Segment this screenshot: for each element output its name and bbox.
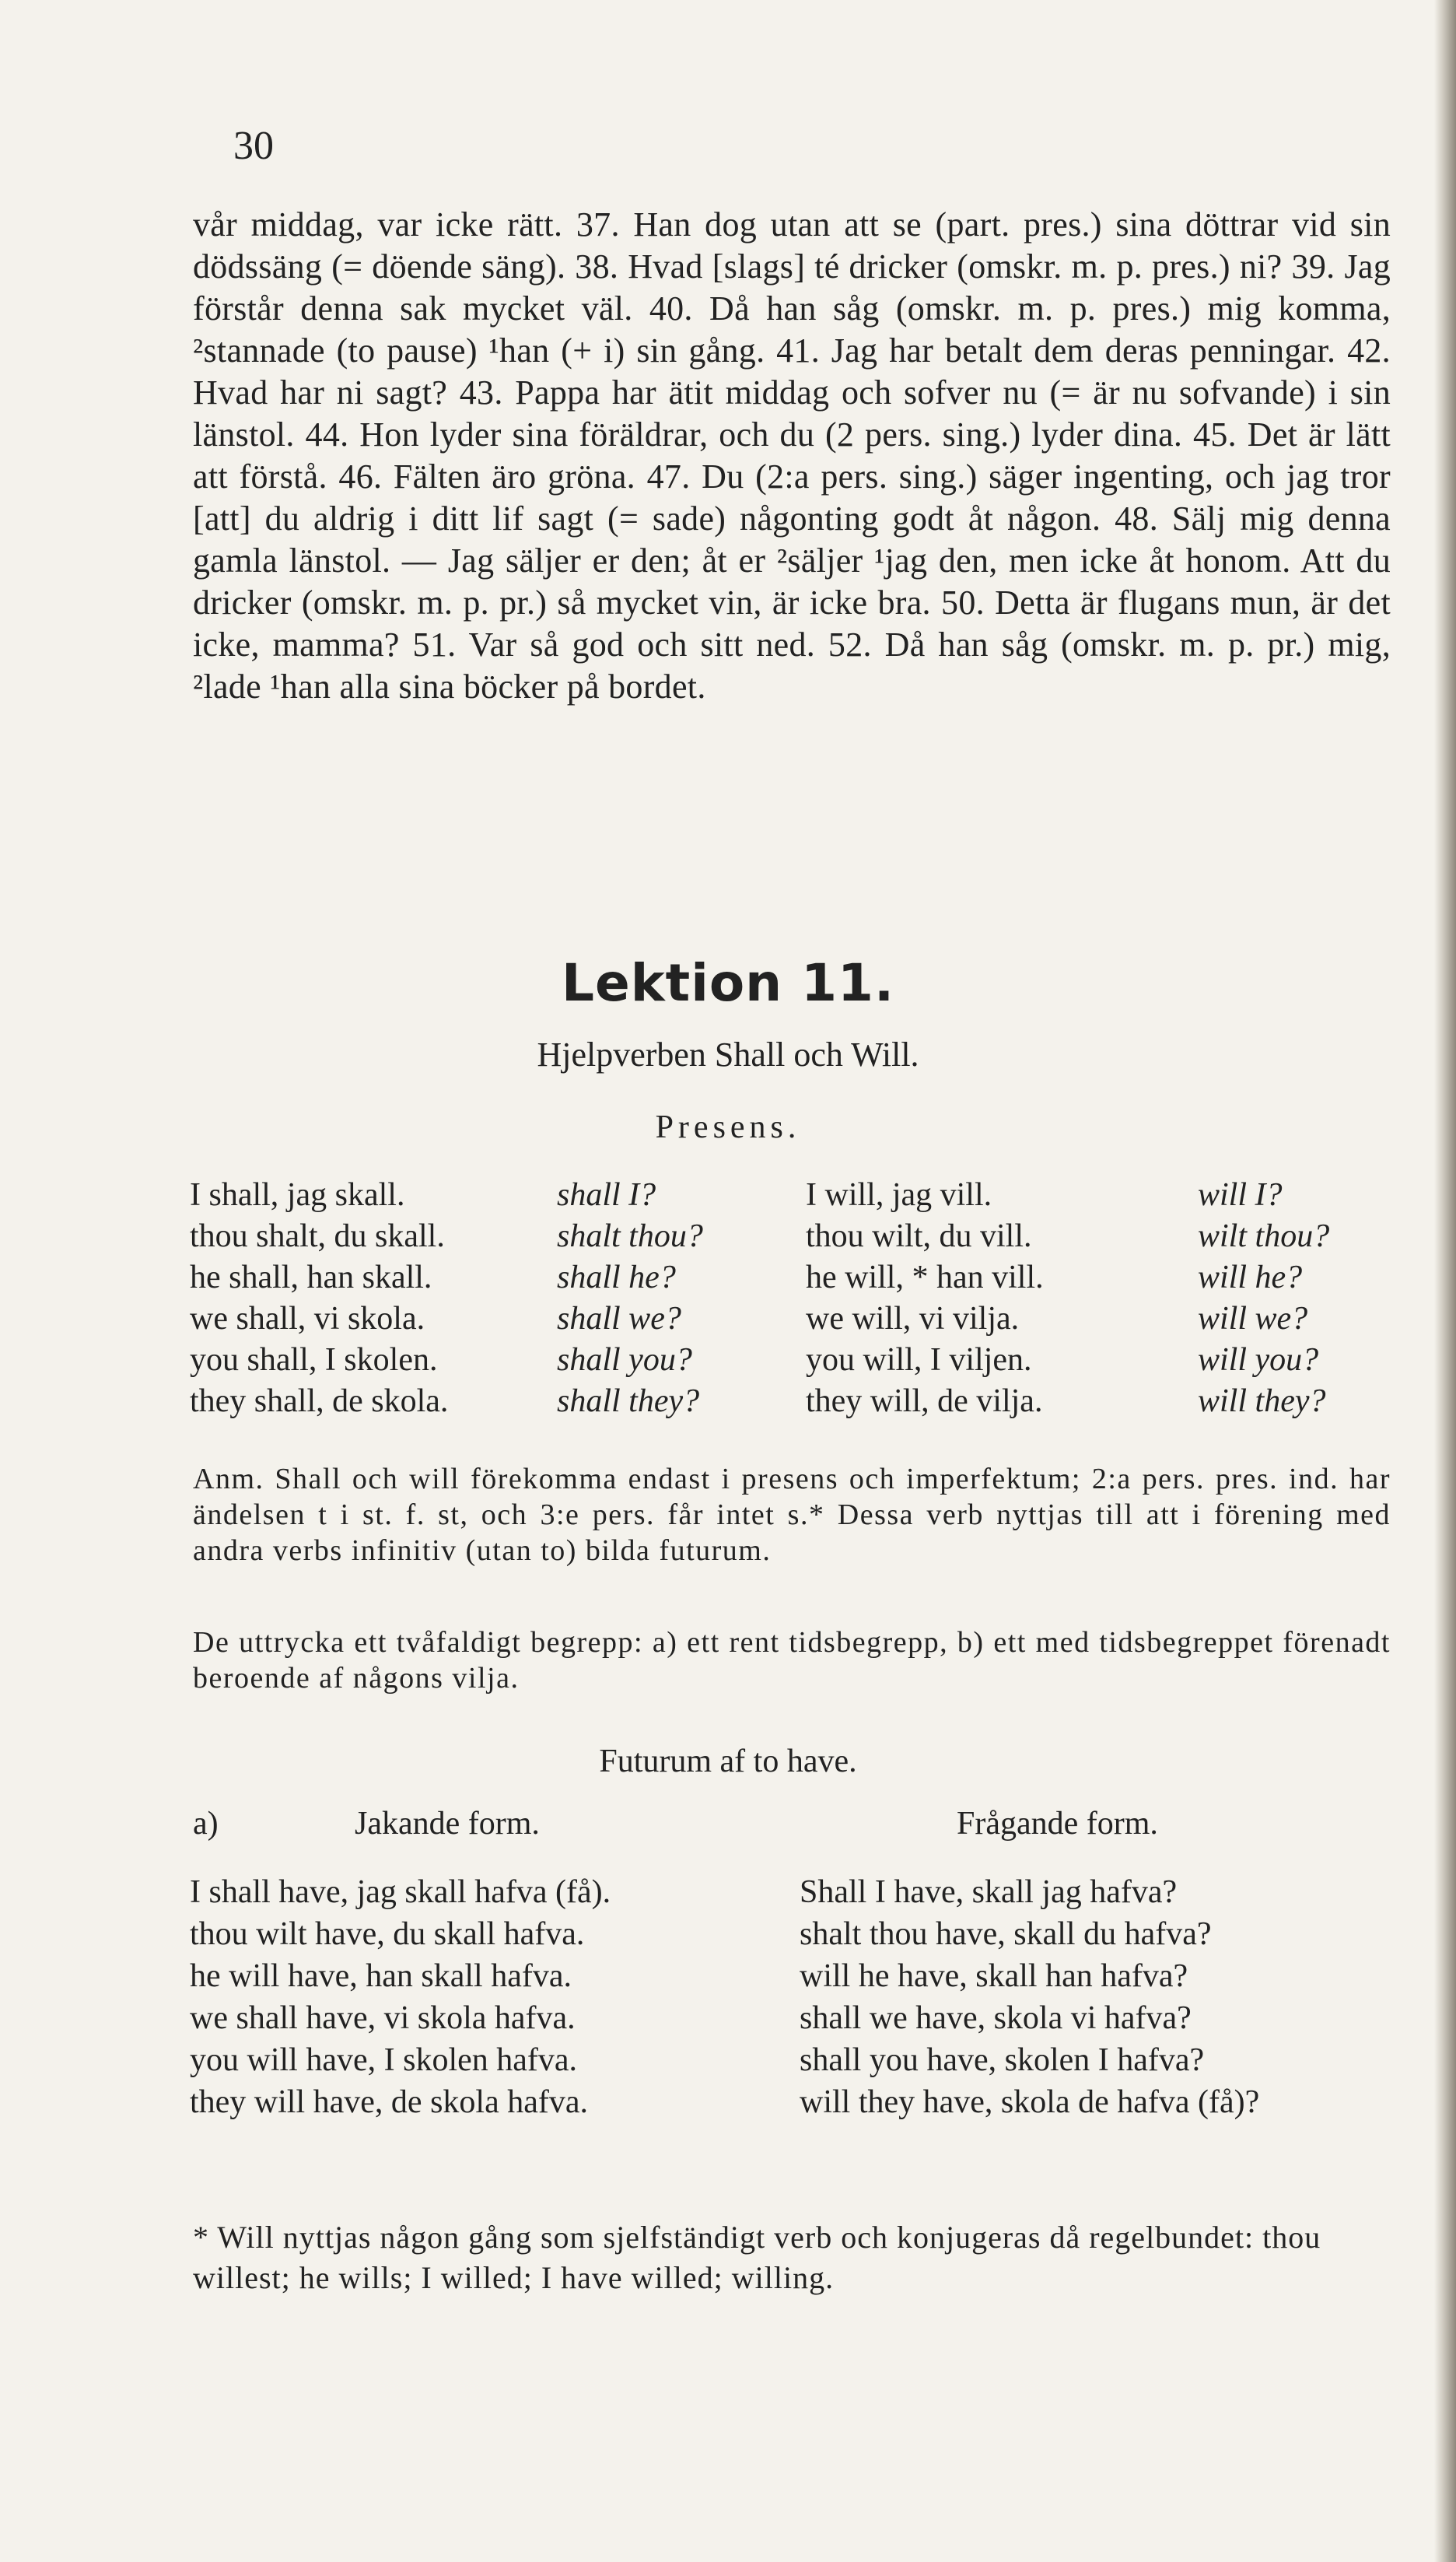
conj-row: shalt thou? (557, 1218, 703, 1254)
conj-row: will they? (1198, 1383, 1326, 1419)
futurum-row: they will have, de skola hafva. (190, 2084, 588, 2120)
futurum-label: Futurum af to have. (599, 1744, 857, 1779)
conj-row: they will, de vilja. (806, 1383, 1043, 1419)
fragande-label: Frågande form. (957, 1806, 1158, 1842)
page-edge (1434, 0, 1456, 2562)
futurum-row: we shall have, vi skola hafva. (190, 2000, 576, 2036)
futurum-row: Shall I have, skall jag hafva? (800, 1874, 1178, 1910)
conj-row: will you? (1198, 1342, 1319, 1378)
conj-row: will he? (1198, 1260, 1303, 1295)
conj-row: will I? (1198, 1177, 1283, 1213)
will-interrogative-column (1198, 1175, 1329, 1422)
conj-row: shall I? (557, 1177, 656, 1213)
shall-interrogative-column (557, 1175, 703, 1422)
futurum-row: will they have, skola de hafva (få)? (800, 2084, 1260, 2120)
jakande-label: Jakande form. (355, 1806, 540, 1842)
futurum-row: you will have, I skolen hafva. (190, 2042, 578, 2078)
futurum-row: shall we have, skola vi hafva? (800, 2000, 1192, 2036)
presens-label: Presens. (655, 1109, 801, 1145)
futurum-row: he will have, han skall hafva. (190, 1958, 572, 1994)
conj-row: thou shalt, du skall. (190, 1218, 445, 1254)
futurum-row: I shall have, jag skall hafva (få). (190, 1874, 611, 1910)
conj-row: I shall, jag skall. (190, 1177, 405, 1213)
footnote: * Will nyttjas någon gång som sjelfständigt verb och konjugeras då regelbundet: thou willest; he wills; I willed; I have willed; willing. (193, 2220, 1321, 2295)
exercise-paragraph: vår middag, var icke rätt. 37. Han dog utan att se (part. pres.) sina döttrar vid sin dödssäng (= döende säng). 38. Hvad [slags] té dricker (omskr. m. p. pres.) ni? 39. Jag förstår denna sak mycket väl. 40. Då han såg (omskr. m. p. pres.) mig komma, ²stannade (to pause) ¹han (+ i) sin gång. 41. Jag har betalt dem deras penningar. 42. Hvad har ni sagt? 43. Pappa har ätit middag och sofver nu (= är nu sofvande) i sin länstol. 44. Hon lyder sina föräldrar, och du (2 pers. sing.) lyder dina. 45. Det är lätt att förstå. 46. Fälten äro gröna. 47. Du (2:a pers. sing.) säger ingenting, och jag tror [att] du aldrig i ditt lif sagt (= sade) någonting godt åt någon. 48. Sälj mig denna gamla länstol. — Jag säljer er den; åt er ²säljer ¹jag den, men icke åt honom. Att du dricker (omskr. m. p. pr.) så mycket vin, är icke bra. 50. Detta är flugans mun, är det icke, mamma? 51. Var så god och sitt ned. 52. Då han såg (omskr. m. p. pr.) mig, ²lade ¹han alla sina böcker på bordet. (193, 205, 1391, 706)
remark-paragraph-2: De uttrycka ett tvåfaldigt begrepp: a) ett rent tidsbegrepp, b) ett med tidsbegreppet förenadt beroende af någons vilja. (193, 1626, 1391, 1695)
shall-declarative-column (190, 1175, 448, 1422)
futurum-row: shalt thou have, skall du hafva? (800, 1916, 1212, 1952)
conj-row: we shall, vi skola. (190, 1301, 425, 1337)
conj-row: you shall, I skolen. (190, 1342, 438, 1378)
conj-row: wilt thou? (1198, 1218, 1330, 1254)
remark-paragraph: Anm. Shall och will förekomma endast i presens och imperfektum; 2:a pers. pres. ind. har ändelsen t i st. f. st, och 3:e pers. får intet s.* Dessa verb nyttjas till att i förening med andra verbs infinitiv (utan to) bilda futurum. (193, 1463, 1391, 1567)
conj-row: thou wilt, du vill. (806, 1218, 1032, 1254)
conj-row: shall we? (557, 1301, 681, 1337)
conj-row: shall they? (557, 1383, 700, 1419)
will-declarative-column (806, 1175, 1044, 1422)
conj-row: we will, vi vilja. (806, 1301, 1020, 1337)
conj-row: you will, I viljen. (806, 1342, 1032, 1378)
futurum-row: thou wilt have, du skall hafva. (190, 1916, 585, 1952)
conj-row: shall he? (557, 1260, 676, 1295)
lesson-subtitle: Hjelpverben Shall och Will. (537, 1036, 919, 1074)
conj-row: he will, * han vill. (806, 1260, 1044, 1295)
conj-row: he shall, han skall. (190, 1260, 432, 1295)
lesson-heading: Lektion 11. (561, 953, 895, 1013)
conj-row: shall you? (557, 1342, 692, 1378)
futurum-interrogative-column (800, 1871, 1259, 2123)
conj-row: they shall, de skola. (190, 1383, 449, 1419)
conj-row: I will, jag vill. (806, 1177, 992, 1213)
conj-row: will we? (1198, 1301, 1308, 1337)
page-number: 30 (233, 124, 274, 168)
form-a-label: a) (193, 1806, 219, 1842)
futurum-affirmative-column (190, 1871, 611, 2123)
futurum-row: shall you have, skolen I hafva? (800, 2042, 1205, 2078)
futurum-row: will he have, skall han hafva? (800, 1958, 1188, 1994)
